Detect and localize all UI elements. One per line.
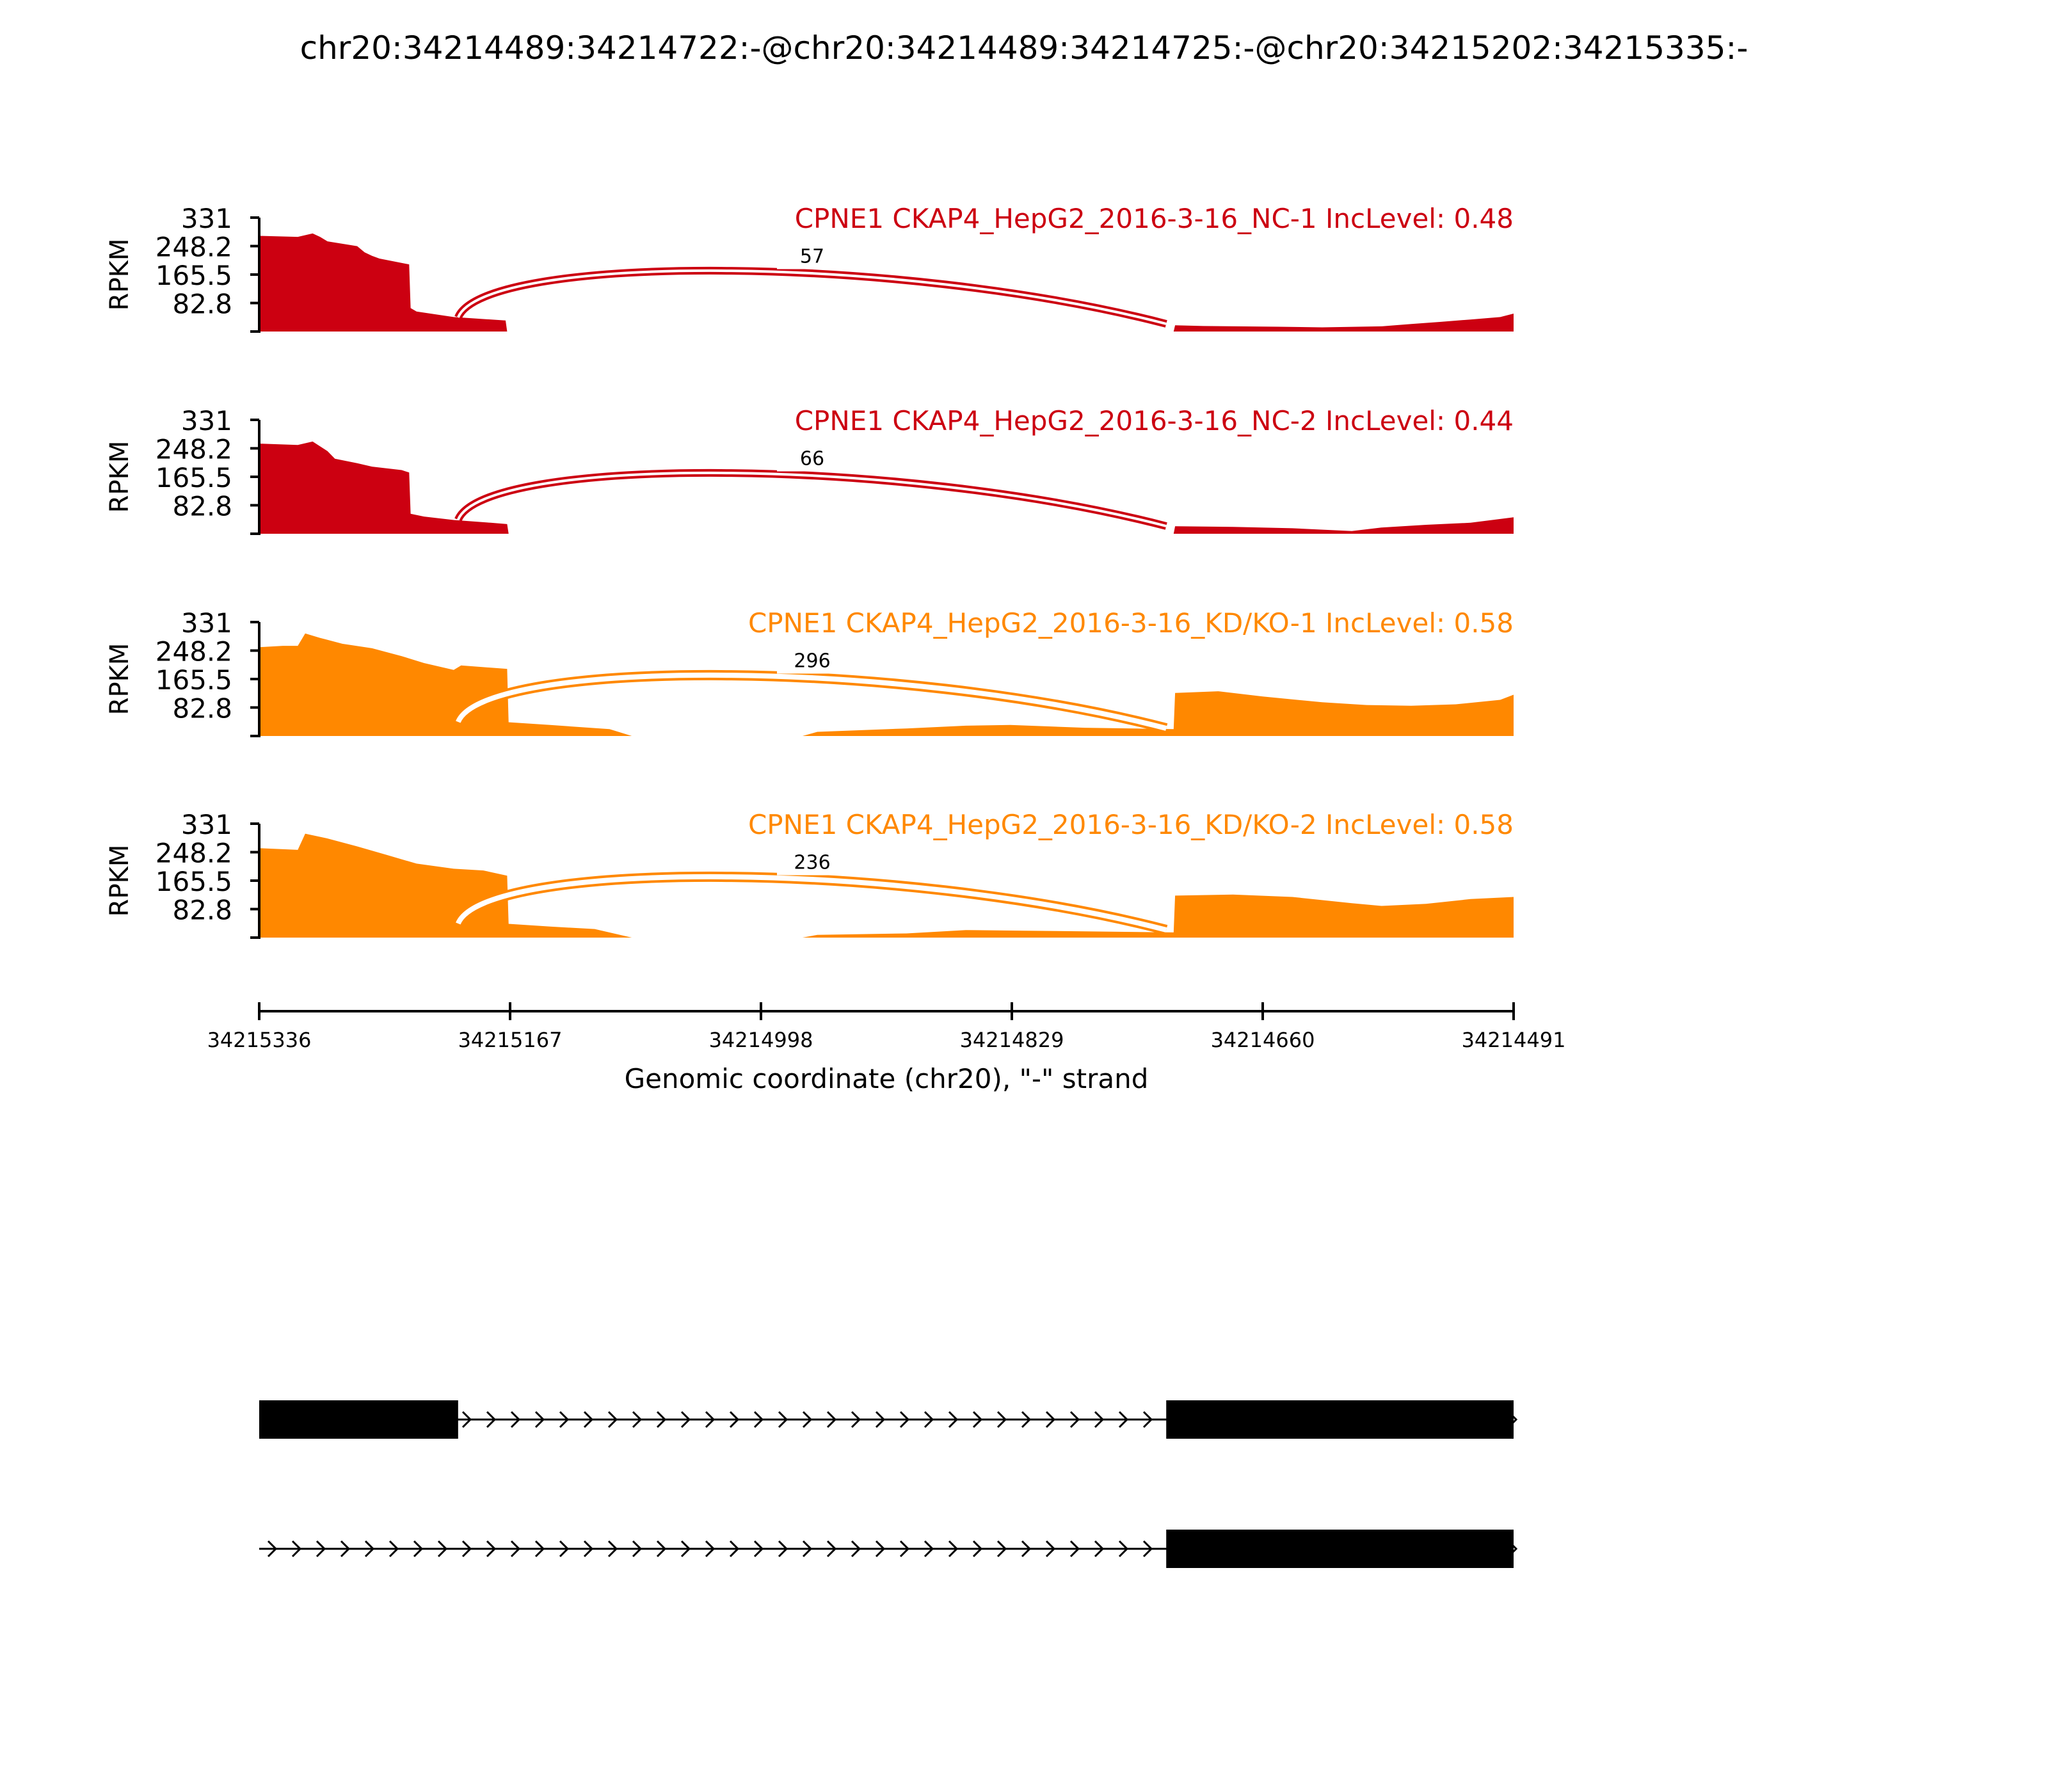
y-tick-label: 331 [180, 405, 232, 436]
track-label: CPNE1 CKAP4_HepG2_2016-3-16_KD/KO-2 IncLevel: 0.58 [748, 809, 1514, 840]
y-tick-label: 82.8 [172, 490, 232, 522]
y-tick-label: 248.2 [155, 636, 232, 668]
y-tick-label: 165.5 [155, 462, 232, 493]
track-label: CPNE1 CKAP4_HepG2_2016-3-16_NC-2 IncLevel: 0.44 [794, 405, 1514, 436]
coverage-tracks [105, 203, 1514, 939]
transcript-2 [259, 1530, 1516, 1568]
track-label: CPNE1 CKAP4_HepG2_2016-3-16_NC-1 IncLevel: 0.48 [794, 203, 1514, 234]
exon-block [259, 1400, 458, 1439]
track-3 [105, 607, 1514, 737]
x-tick-label: 34214998 [708, 1028, 813, 1052]
track-1 [105, 203, 1514, 333]
y-tick-label: 331 [180, 607, 232, 639]
y-tick-label: 331 [180, 203, 232, 234]
x-axis-label: Genomic coordinate (chr20), "-" strand [624, 1063, 1149, 1094]
y-tick-label: 165.5 [155, 664, 232, 696]
y-axis-label: RPKM [105, 238, 134, 311]
transcript-1 [259, 1400, 1516, 1439]
y-axis-label: RPKM [105, 643, 134, 716]
x-tick-label: 34215167 [458, 1028, 563, 1052]
y-axis-label: RPKM [105, 440, 134, 513]
y-tick-label: 331 [180, 809, 232, 840]
junction-count: 296 [794, 650, 831, 673]
y-tick-label: 165.5 [155, 260, 232, 291]
x-tick-label: 34214660 [1210, 1028, 1315, 1052]
y-tick-label: 82.8 [172, 288, 232, 320]
exon-block [1166, 1530, 1514, 1568]
junction-count: 57 [799, 245, 825, 268]
x-tick-label: 34215336 [207, 1028, 312, 1052]
figure-title: chr20:34214489:34214722:-@chr20:34214489:34214725:-@chr20:34215202:34215335:- [300, 29, 1748, 67]
y-tick-label: 248.2 [155, 231, 232, 263]
y-tick-label: 248.2 [155, 433, 232, 465]
exon-block [1166, 1400, 1514, 1439]
y-tick-label: 82.8 [172, 894, 232, 926]
track-label: CPNE1 CKAP4_HepG2_2016-3-16_KD/KO-1 IncLevel: 0.58 [748, 607, 1514, 639]
coverage-area [259, 442, 1514, 534]
x-axis [207, 1002, 1566, 1094]
coverage-area [259, 234, 1514, 332]
junction-count: 236 [794, 851, 831, 874]
y-axis-label: RPKM [105, 844, 134, 917]
track-4 [105, 809, 1514, 939]
track-2 [105, 405, 1514, 535]
x-tick-label: 34214829 [959, 1028, 1064, 1052]
junction-count: 66 [799, 447, 825, 470]
gene-models [259, 1400, 1516, 1568]
y-tick-label: 248.2 [155, 837, 232, 869]
y-tick-label: 82.8 [172, 692, 232, 724]
y-tick-label: 165.5 [155, 866, 232, 897]
x-tick-label: 34214491 [1461, 1028, 1566, 1052]
